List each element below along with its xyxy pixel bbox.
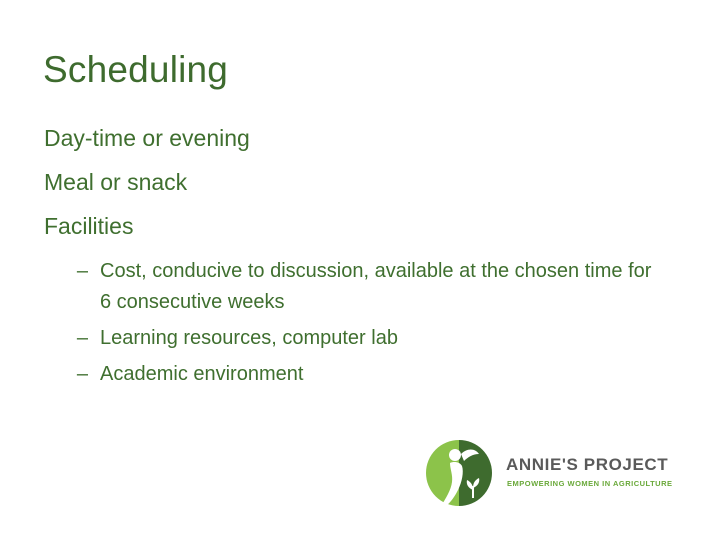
dash-marker: – bbox=[76, 327, 88, 349]
sub-bullet-text: Cost, conducive to discussion, available at the chosen time for 6 consecutive weeks bbox=[100, 260, 652, 313]
annies-project-logo bbox=[424, 438, 684, 508]
sub-bullet-text: Learning resources, computer lab bbox=[100, 327, 398, 349]
bullet-text: Facilities bbox=[44, 213, 134, 239]
annies-project-leaf-figure-icon bbox=[424, 438, 494, 508]
sub-bullet-item bbox=[76, 323, 660, 354]
bullet-text: Meal or snack bbox=[44, 169, 188, 195]
bullet-item bbox=[44, 204, 684, 390]
bullet-item bbox=[44, 116, 684, 160]
dash-marker: – bbox=[76, 260, 88, 282]
bullet-list bbox=[44, 116, 684, 395]
bullet-text: Day-time or evening bbox=[44, 125, 250, 151]
bullet-item bbox=[44, 160, 684, 204]
slide-title: Scheduling bbox=[43, 49, 229, 90]
sub-bullet-text: Academic environment bbox=[100, 363, 304, 385]
logo-tagline: EMPOWERING WOMEN IN AGRICULTURE bbox=[507, 479, 673, 488]
logo-name: ANNIE'S PROJECT bbox=[506, 455, 669, 474]
sub-bullet-list bbox=[76, 256, 684, 390]
sub-bullet-item bbox=[76, 359, 660, 390]
dash-marker: – bbox=[76, 363, 88, 385]
sub-bullet-item bbox=[76, 256, 660, 318]
